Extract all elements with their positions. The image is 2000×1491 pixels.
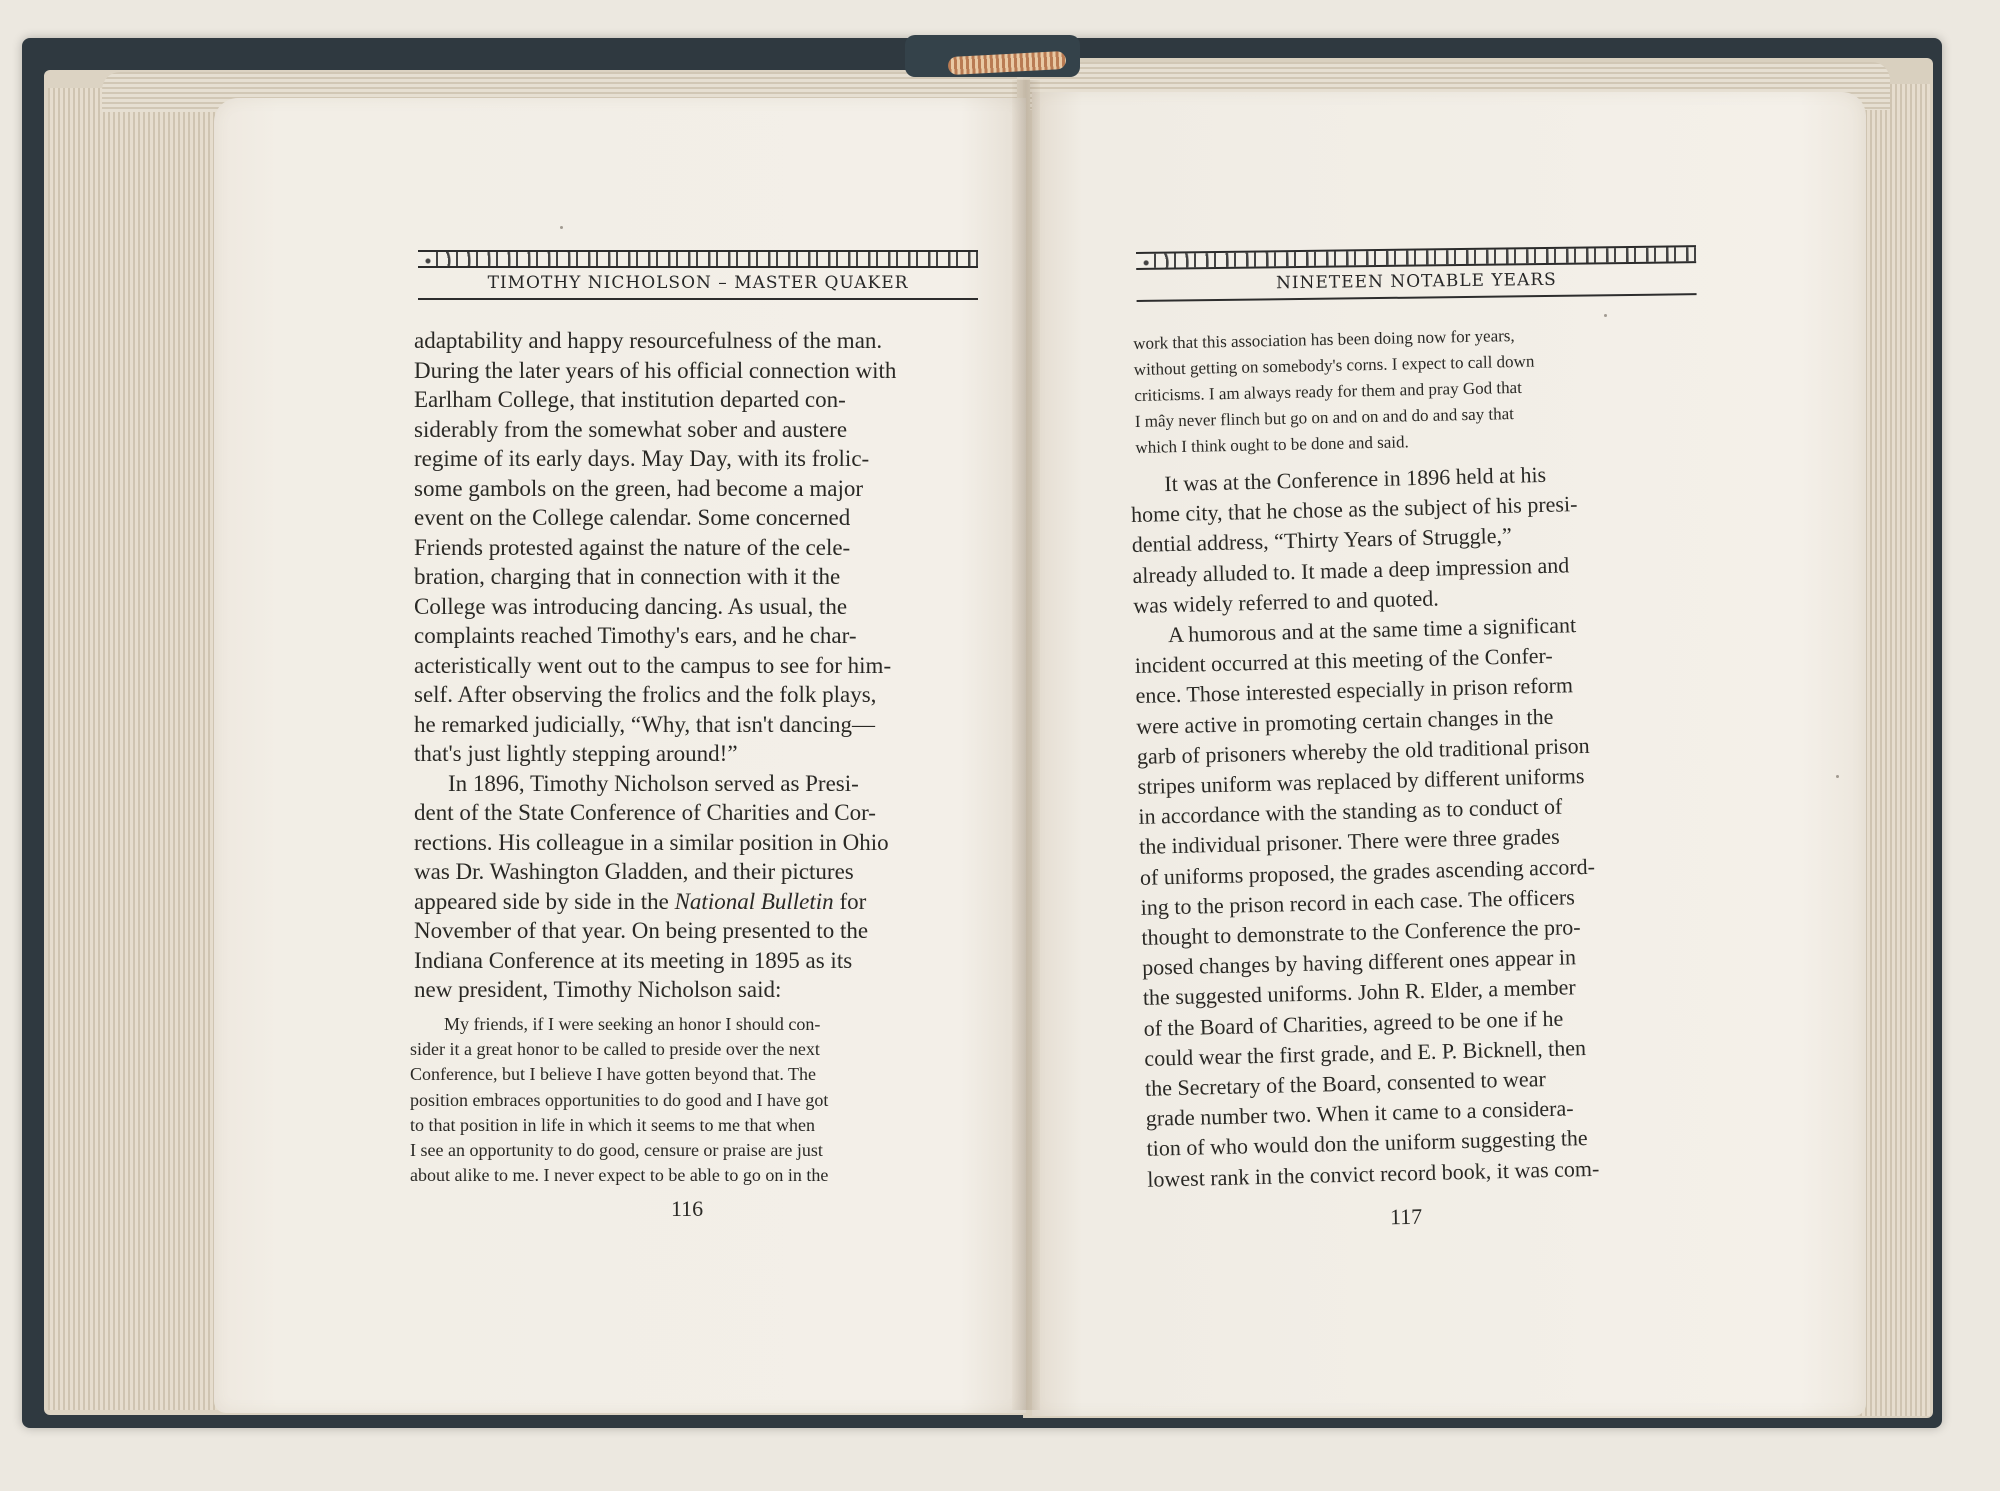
body-line: home city, that he chose as the subject of his presi- <box>1130 491 1578 528</box>
line-prefix: appeared side by side in the <box>414 888 675 914</box>
quote-line: sider it a great honor to be called to preside over the next <box>410 1039 820 1060</box>
right-running-header <box>1136 245 1697 302</box>
paper-speck <box>1604 314 1607 317</box>
body-line: grade number two. When it came to a considera- <box>1145 1095 1574 1132</box>
quote-line: I mây never flinch but go on and on and do and say that <box>1134 404 1515 431</box>
body-line: garb of prisoners whereby the old traditional prison <box>1136 732 1590 769</box>
paragraph-line: Indiana Conference at its meeting in 1895 as its <box>414 947 853 973</box>
paper-speck <box>560 226 563 229</box>
body-line: Friends protested against the nature of the cele- <box>414 534 851 560</box>
body-line: College was introducing dancing. As usual, the <box>414 593 848 619</box>
quote-line: My friends, if I were seeking an honor I should con- <box>444 1014 821 1034</box>
body-line: event on the College calendar. Some concerned <box>414 505 851 530</box>
body-line: the individual prisoner. There were three grades <box>1138 824 1560 860</box>
quote-line: criticisms. I am always ready for them and pray God that <box>1134 377 1523 405</box>
left-header-rule <box>418 298 978 300</box>
line-suffix: for <box>833 888 867 914</box>
body-line: Earlham College, that institution departed con- <box>414 387 846 412</box>
body-line: of the Board of Charities, agreed to be one if he <box>1143 1005 1564 1041</box>
body-line: some gambols on the green, had become a major <box>414 475 863 501</box>
body-line: the Secretary of the Board, consented to wear <box>1144 1066 1547 1101</box>
quote-line: I see an opportunity to do good, censure or praise are just <box>410 1140 823 1161</box>
body-line: acteristically went out to the campus to see for him- <box>414 652 892 678</box>
quote-line: which I think ought to be done and said. <box>1135 432 1409 457</box>
body-line: During the later years of his official connection with <box>414 357 897 383</box>
body-line: that's just lightly stepping around!” <box>414 741 738 766</box>
right-header-title: NINETEEN NOTABLE YEARS <box>1275 269 1557 294</box>
left-body-text <box>414 326 974 1005</box>
body-line: the suggested uniforms. John R. Elder, a member <box>1142 974 1576 1011</box>
quote-line: position embraces opportunities to do good and I have got <box>410 1089 829 1110</box>
right-quoted-speech <box>1133 319 1686 460</box>
body-line: adaptability and happy resourcefulness of the man. <box>414 328 883 353</box>
body-line: was widely referred to and quoted. <box>1133 585 1439 618</box>
left-header-title: TIMOTHY NICHOLSON – MASTER QUAKER <box>487 273 909 293</box>
body-line: It was at the Conference in 1896 held at his <box>1164 461 1547 497</box>
quote-line: to that position in life in which it seems to me that when <box>410 1114 815 1135</box>
paper-speck <box>1836 775 1839 778</box>
body-line: siderably from the somewhat sober and austere <box>414 416 848 442</box>
body-line: dential address, “Thirty Years of Struggle,” <box>1131 523 1513 558</box>
left-quoted-speech <box>410 1012 972 1188</box>
body-line: ing to the prison record in each case. The officers <box>1140 884 1576 920</box>
paragraph-line: November of that year. On being presented to the <box>414 918 869 943</box>
body-line: he remarked judicially, “Why, that isn't dancing— <box>414 711 876 737</box>
left-header-ornament <box>418 250 978 268</box>
left-page-number: 116 <box>671 1196 704 1221</box>
body-line: were active in promoting certain changes in the <box>1135 703 1554 739</box>
body-line: in accordance with the standing as to conduct of <box>1138 793 1563 830</box>
body-line: complaints reached Timothy's ears, and he char- <box>414 623 857 648</box>
publication-title: National Bulletin <box>674 888 834 914</box>
body-line: tion of who would don the uniform suggesting the <box>1146 1125 1588 1162</box>
paragraph-line: was Dr. Washington Gladden, and their pictures <box>414 859 854 884</box>
body-line: thought to demonstrate to the Conference the pro- <box>1141 914 1581 950</box>
body-line: already alluded to. It made a deep impression and <box>1132 551 1570 588</box>
paragraph-line: dent of the State Conference of Charities and Cor- <box>414 800 876 825</box>
body-line: lowest rank in the convict record book, it was com- <box>1147 1155 1600 1192</box>
quote-line: about alike to me. I never expect to be able to go on in the <box>410 1165 829 1186</box>
quote-line: without getting on somebody's corns. I expect to call down <box>1133 351 1535 379</box>
left-running-header <box>418 250 978 300</box>
paragraph-line: In 1896, Timothy Nicholson served as Presi- <box>448 770 859 796</box>
right-body-text <box>1130 456 1708 1194</box>
body-line: ence. Those interested especially in prison reform <box>1135 672 1574 709</box>
right-page-number: 117 <box>1389 1203 1423 1230</box>
body-line: posed changes by having different ones appear in <box>1141 944 1577 981</box>
body-line: incident occurred at this meeting of the Confer- <box>1134 642 1553 679</box>
right-page-edges <box>1860 84 1930 1416</box>
spine-shadow <box>1012 80 1040 1410</box>
paragraph-line: new president, Timothy Nicholson said: <box>414 977 782 1002</box>
quote-line: work that this association has been doing now for years, <box>1133 326 1515 353</box>
body-line: stripes uniform was replaced by different uniforms <box>1137 763 1585 799</box>
body-line: A humorous and at the same time a significant <box>1167 612 1577 648</box>
quote-line: Conference, but I believe I have gotten beyond that. The <box>410 1064 817 1085</box>
paragraph-line: rections. His colleague in a similar position in Ohio <box>414 829 889 855</box>
left-page-edges <box>48 88 221 1410</box>
body-line: could wear the first grade, and E. P. Bicknell, then <box>1144 1034 1587 1071</box>
body-line: self. After observing the frolics and the folk plays, <box>414 682 877 707</box>
paragraph-line-with-italic <box>414 887 974 917</box>
body-line: of uniforms proposed, the grades ascending accord- <box>1139 853 1596 890</box>
body-line: regime of its early days. May Day, with its frolic- <box>414 446 870 471</box>
body-line: bration, charging that in connection with it the <box>414 564 841 589</box>
